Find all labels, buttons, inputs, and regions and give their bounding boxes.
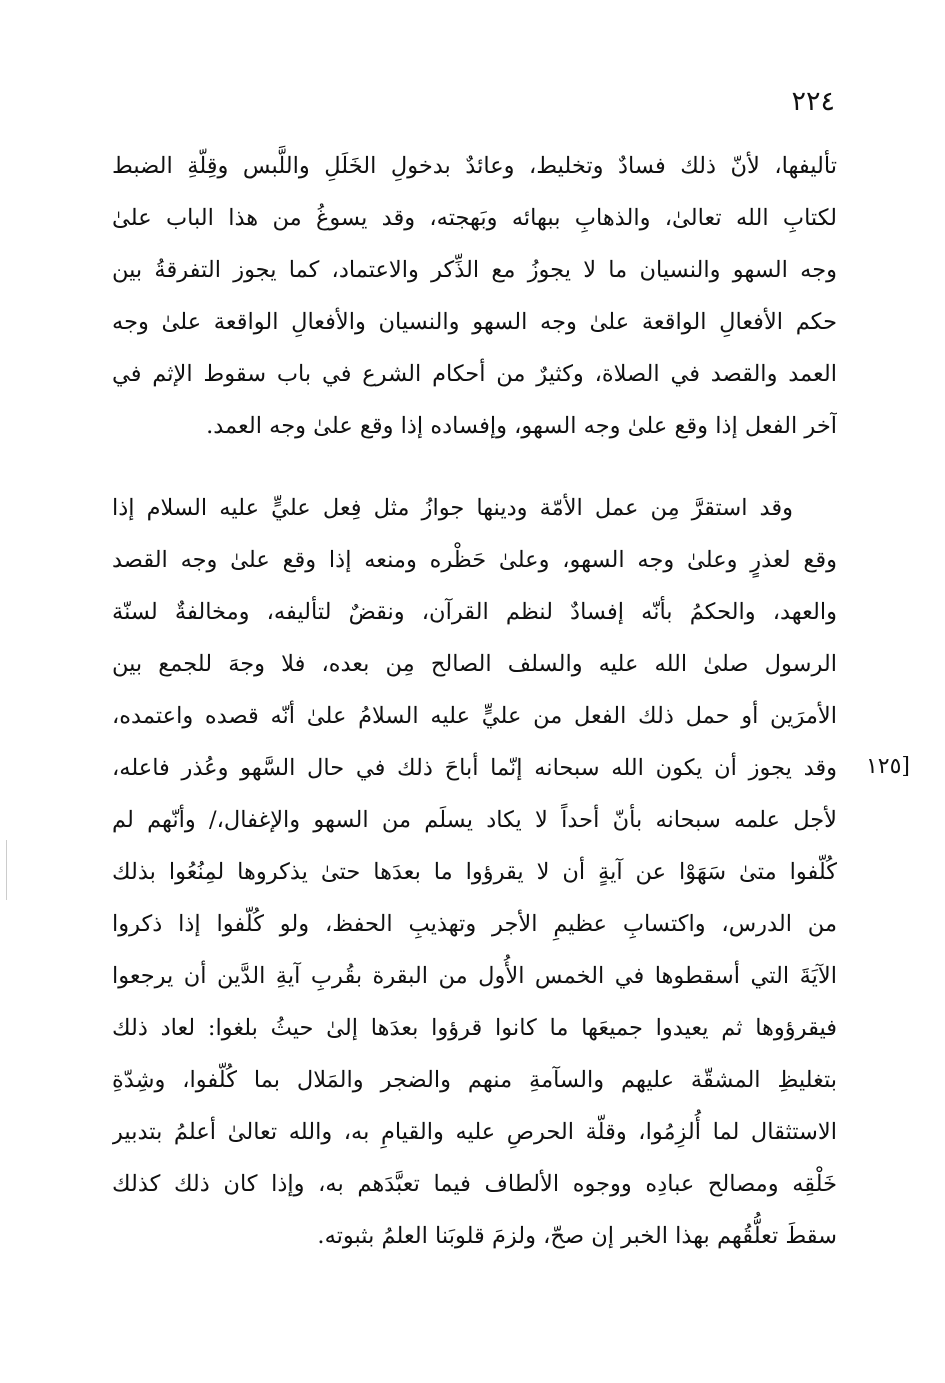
text-line: حكم الأفعالِ الواقعة علىٰ وجه السهو والنسيان والأفعالِ الواقعة علىٰ وجه <box>112 309 837 335</box>
text-line: فيقرؤوها ثم يعيدوا جميعَها ما كانوا قرؤوا بعدَها إلىٰ حيثُ بلغوا: لعاد ذلك <box>112 1015 837 1041</box>
paragraph-2 <box>112 482 837 1262</box>
text-line: خَلْقِه ومصالح عبادِه ووجوه الألطاف فيما تعبَّدَهم به، وإذا كان ذلك كذلك <box>112 1171 837 1197</box>
paragraph-1 <box>112 140 837 452</box>
text-line: سقطَ تعلُّقُهم بهذا الخبر إن صحّ، ولزمَ قلوبَنا العلمُ بثبوته. <box>317 1223 837 1249</box>
page-number: ٢٢٤ <box>791 86 835 117</box>
text-line: بتغليظِ المشقّة عليهم والسآمةِ منهم والضجر والمَلال بما كُلّفوا، وشِدّةِ <box>112 1067 837 1093</box>
margin-page-reference: [١٢٥ <box>865 754 910 779</box>
page-edge-mark <box>6 840 7 900</box>
text-line: وقد يجوز أن يكون الله سبحانه إنّما أباحَ ذلك في حال السَّهو وعُذر فاعله، <box>112 755 837 781</box>
text-line: آخر الفعل إذا وقع علىٰ وجه السهو، وإفساده إذا وقع علىٰ وجه العمد. <box>206 413 837 439</box>
text-line: الأمرَين أو حمل ذلك الفعل من عليٍّ عليه السلامُ علىٰ أنّه قصده واعتمده، <box>112 703 837 729</box>
text-line: العمد والقصد في الصلاة، وكثيرٌ من أحكام الشرع في باب سقوط الإثم في <box>112 361 837 387</box>
text-line: وقع لعذرٍ وعلىٰ وجه السهو، وعلىٰ حَظْره ومنعه إذا وقع علىٰ وجه القصد <box>112 547 837 573</box>
text-line: من الدرس، واكتسابِ عظيمِ الأجر وتهذيبِ الحفظ، ولو كُلّفوا إذا ذكروا <box>112 911 837 937</box>
text-line: الاستثقال لما أُلزِمُوا، وقلّة الحرصِ عليه والقيامِ به، والله تعالىٰ أعلمُ بتدبير <box>112 1119 837 1145</box>
text-line: وقد استقرَّ مِن عمل الأمّة ودينها جوازُ مثل فِعل عليٍّ عليه السلام إذا <box>112 495 793 521</box>
text-line: لأجل علمه سبحانه بأنّ أحداً لا يكاد يسلَم من السهو والإغفال،/ وأنّهم لم <box>112 807 837 833</box>
text-line: لكتابِ الله تعالىٰ، والذهابِ ببهائه وبَهجته، وقد يسوغُ من هذا الباب علىٰ <box>112 205 837 231</box>
text-line: تأليفها، لأنّ ذلك فسادٌ وتخليط، وعائدٌ بدخولِ الخَلَلِ واللَّبس وقِلّةِ الضبط <box>112 153 837 179</box>
text-line: الرسول صلىٰ الله عليه والسلف الصالح مِن بعده، فلا وجهَ للجمع بين <box>112 651 837 677</box>
text-line: كُلّفوا متىٰ سَهَوْا عن آيةٍ أن لا يقرؤوا ما بعدَها حتىٰ يذكروها لمِنُعُوا بذلك <box>112 859 837 885</box>
text-line: الآيَةَ التي أسقطوها في الخمس الأُول من البقرة بقُربِ آيةِ الدَّين أن يرجعوا <box>112 963 837 989</box>
text-line: وجه السهو والنسيان ما لا يجوزُ مع الذِّكر والاعتماد، كما يجوز التفرقةُ بين <box>112 257 837 283</box>
text-line: والعهد، والحكمُ بأنّه إفسادٌ لنظم القرآن، ونقضٌ لتأليفه، ومخالفةٌ لسنّة <box>112 599 837 625</box>
